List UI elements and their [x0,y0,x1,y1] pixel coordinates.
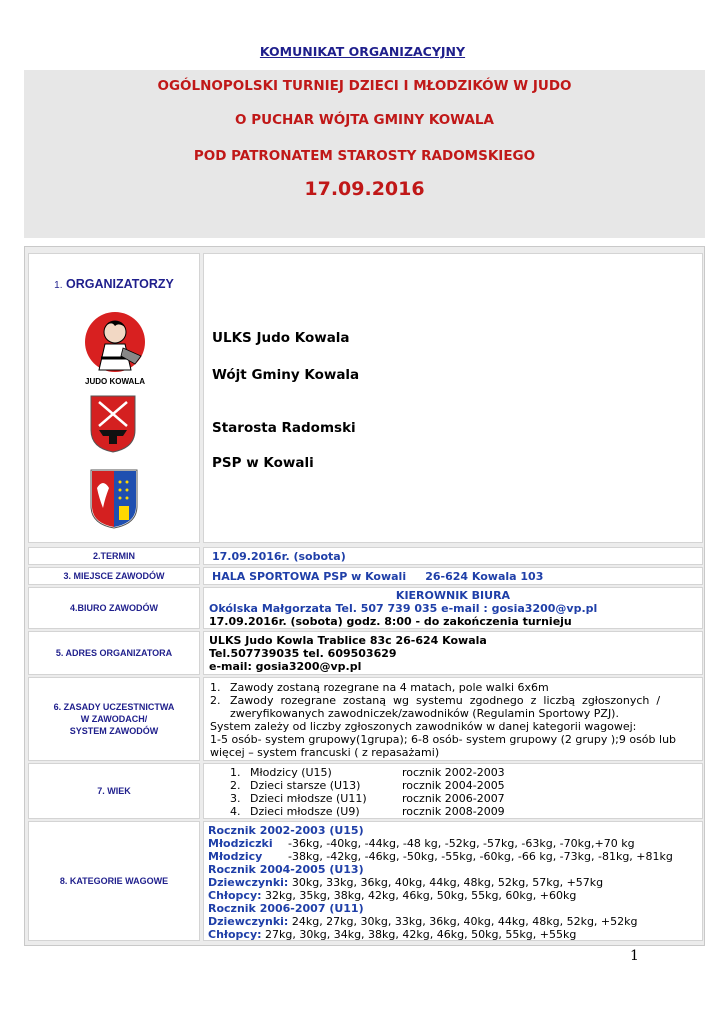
rocznik-heading: Rocznik 2004-2005 (U13) [208,863,364,876]
logo-text: JUDO KOWALA [85,377,145,386]
termin-label: 2.TERMIN [28,547,200,565]
weight-group-label: Młodzicy [208,850,263,863]
organizers-value-cell [203,253,703,543]
wiek-item-year: rocznik 2006-2007 [402,792,505,805]
weight-list: 32kg, 35kg, 38kg, 42kg, 46kg, 50kg, 55kg, 60kg, +60kg [265,889,577,902]
zasady-text: System zależy od liczby zgłoszonych zawodników w danej kategorii wagowej: [210,720,637,733]
zasady-label-line: SYSTEM ZAWODÓW [69,726,159,736]
zasady-value-cell [203,677,703,761]
wiek-item-number: 4. [230,805,241,818]
organizers-label: ORGANIZATORZY [65,277,174,291]
organizer-item: ULKS Judo Kowala [212,330,350,346]
zasady-label-line: 6. ZASADY UCZESTNICTWA [53,702,175,712]
miejsce-label: 3. MIEJSCE ZAWODÓW [28,567,200,585]
tournament-name: OGÓLNOPOLSKI TURNIEJ DZIECI I MŁODZIKÓW W JUDO [157,78,572,94]
termin-value: 17.09.2016r. (sobota) [212,550,346,563]
organizers-number: 1. [54,280,63,291]
biuro-hours: 17.09.2016r. (sobota) godz. 8:00 - do zakończenia turnieju [209,615,572,628]
zasady-item-number: 2. [210,694,221,707]
zasady-item: Zawody zostaną rozegrane na 4 matach, pole walki 6x6m [230,681,549,694]
adres-value-cell [203,631,703,675]
wiek-label: 7. WIEK [28,763,200,819]
adres-line: ULKS Judo Kowla Trablice 83c 26-624 Kowala [209,634,487,647]
kategorie-label: 8. KATEGORIE WAGOWE [28,821,200,941]
info-table [24,246,705,946]
miejsce-value-cell [203,567,703,585]
rocznik-heading: Rocznik 2002-2003 (U15) [208,824,364,837]
kategorie-value-cell [203,821,703,941]
zasady-text: więcej – system francuski ( z repasażami) [210,746,440,759]
wiek-item-number: 1. [230,766,241,779]
weight-list: 27kg, 30kg, 34kg, 38kg, 42kg, 46kg, 50kg, 55kg, +55kg [265,928,577,941]
weight-list: 24kg, 27kg, 30kg, 33kg, 36kg, 40kg, 44kg, 48kg, 52kg, +52kg [291,915,638,928]
wiek-item-name: Młodzicy (U15) [250,766,332,779]
judo-kowala-logo [79,308,151,388]
zasady-label-line: W ZAWODACH/ [80,714,148,724]
zasady-item: Zawody rozegrane zostaną wg systemu zgodnego z liczbą zgłoszonych / [230,694,661,707]
adres-email: e-mail: gosia3200@vp.pl [209,660,362,673]
weight-list: -38kg, -42kg, -46kg, -50kg, -55kg, -60kg, -66 kg, -73kg, -81kg, +81kg [288,850,673,863]
wiek-item-name: Dzieci starsze (U13) [250,779,361,792]
weight-group-label: Młodziczki [208,837,273,850]
biuro-value-cell [203,587,703,629]
wiek-item-year: rocznik 2004-2005 [402,779,505,792]
miejsce-value: HALA SPORTOWA PSP w Kowali 26-624 Kowala 103 [212,570,544,583]
organizer-item: Starosta Radomski [212,420,356,436]
page-number: 1 [630,948,639,964]
wiek-item-name: Dzieci młodsze (U11) [250,792,367,805]
zasady-item-number: 1. [210,681,221,694]
cup-name: O PUCHAR WÓJTA GMINY KOWALA [235,112,494,128]
weight-group-label: Dziewczynki: [208,876,289,889]
title-banner [24,70,705,238]
weight-list: 30kg, 33kg, 36kg, 40kg, 44kg, 48kg, 52kg, 57kg, +57kg [291,876,604,889]
weight-list: -36kg, -40kg, -44kg, -48 kg, -52kg, -57kg, -63kg, -70kg,+70 kg [288,837,635,850]
zasady-text: 1-5 osób- system grupowy(1grupa); 6-8 osób- system grupowy (2 grupy );9 osób lub [210,733,677,746]
wiek-item-number: 3. [230,792,241,805]
weight-group-label: Chłopcy: [208,889,262,902]
zasady-item-cont: zweryfikowanych zawodniczek/zawodników (Regulamin Sportowy PZJ). [230,707,619,720]
wiek-item-name: Dzieci młodsze (U9) [250,805,360,818]
zasady-label-cell [28,677,200,761]
event-date: 17.09.2016 [304,178,425,200]
wiek-value-cell [203,763,703,819]
kowala-coat-of-arms-icon [89,394,137,454]
wiek-item-number: 2. [230,779,241,792]
weight-group-label: Chłopcy: [208,928,262,941]
adres-label: 5. ADRES ORGANIZATORA [28,631,200,675]
rocznik-heading: Rocznik 2006-2007 (U11) [208,902,364,915]
organizer-item: Wójt Gminy Kowala [212,367,360,383]
radom-county-coat-of-arms-icon [89,468,139,530]
organizer-item: PSP w Kowali [212,455,314,471]
biuro-heading: KIEROWNIK BIURA [395,589,511,602]
biuro-contact: Okólska Małgorzata Tel. 507 739 035 e-mail : gosia3200@vp.pl [209,602,598,615]
biuro-label: 4.BIURO ZAWODÓW [28,587,200,629]
weight-group-label: Dziewczynki: [208,915,289,928]
adres-phone: Tel.507739035 tel. 609503629 [209,647,397,660]
document-title: KOMUNIKAT ORGANIZACYJNY [259,44,466,59]
patronage: POD PATRONATEM STAROSTY RADOMSKIEGO [193,148,536,164]
termin-value-cell [203,547,703,565]
wiek-item-year: rocznik 2002-2003 [402,766,505,779]
organizers-label-cell [28,253,200,543]
wiek-item-year: rocznik 2008-2009 [402,805,505,818]
